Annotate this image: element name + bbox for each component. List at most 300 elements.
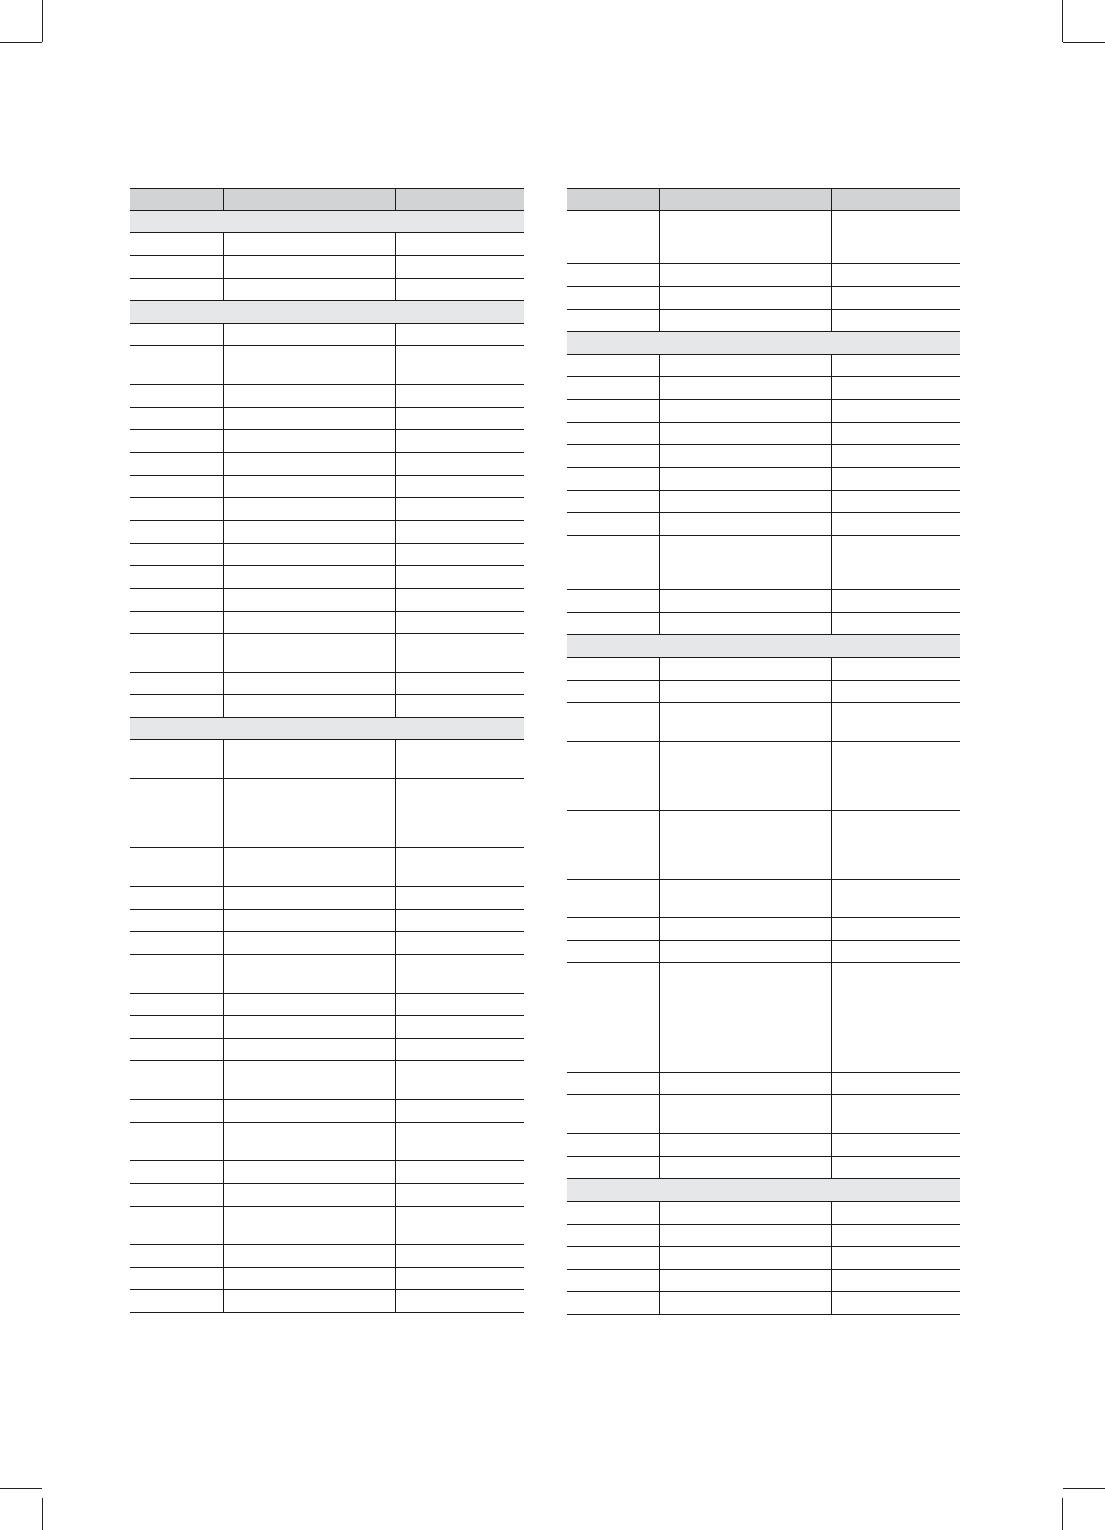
section-header-row (130, 211, 524, 233)
table-cell (659, 468, 831, 491)
table-cell (223, 612, 395, 634)
table-cell (223, 1161, 395, 1184)
section-header-row (567, 1179, 960, 1202)
table-cell (831, 264, 960, 287)
table-cell (223, 740, 395, 779)
table-row (130, 256, 524, 279)
table-cell (130, 634, 223, 673)
table-cell (831, 941, 960, 963)
table-row (567, 963, 960, 1073)
table-row (130, 910, 524, 932)
table-cell (567, 590, 659, 613)
table-cell (659, 1134, 831, 1157)
table-cell (130, 256, 223, 279)
table-row (130, 566, 524, 589)
table-row (130, 848, 524, 887)
table-row (567, 400, 960, 423)
table-row (567, 1292, 960, 1315)
table-cell (659, 491, 831, 513)
table-cell (130, 1207, 223, 1245)
section-header-cell (567, 635, 960, 658)
table-cell (567, 1134, 659, 1157)
table-cell (567, 941, 659, 963)
table-cell (831, 703, 960, 742)
table-row (130, 1184, 524, 1207)
table-cell (831, 445, 960, 468)
table-row (567, 377, 960, 400)
table-cell (130, 695, 223, 718)
table-row (130, 1290, 524, 1313)
table-row (567, 310, 960, 332)
table-cell (223, 279, 395, 301)
table-cell (223, 1184, 395, 1207)
table-cell (831, 355, 960, 377)
header-cell (659, 189, 831, 211)
table-cell (130, 498, 223, 521)
table-cell (223, 848, 395, 887)
table-cell (659, 355, 831, 377)
table-cell (831, 536, 960, 590)
table-cell (831, 310, 960, 332)
table-cell (567, 468, 659, 491)
table-cell (831, 963, 960, 1073)
table-row (567, 1270, 960, 1292)
table-cell (567, 445, 659, 468)
table-cell (395, 848, 524, 887)
table-cell (223, 1100, 395, 1123)
table-cell (567, 918, 659, 941)
table-cell (659, 287, 831, 310)
table-row (130, 932, 524, 955)
header-cell (395, 189, 524, 211)
table-cell (567, 355, 659, 377)
table-cell (130, 521, 223, 544)
table-cell (395, 994, 524, 1016)
table-cell (567, 1225, 659, 1247)
crop-mark-bottom-left-v (42, 1498, 43, 1530)
table-cell (130, 233, 223, 256)
table-cell (395, 1161, 524, 1184)
table-cell (831, 377, 960, 400)
table-cell (395, 955, 524, 994)
header-cell (130, 189, 223, 211)
table-row (130, 498, 524, 521)
table-cell (130, 324, 223, 346)
table-row (130, 1268, 524, 1290)
table-cell (130, 887, 223, 910)
table-cell (223, 634, 395, 673)
table-cell (395, 634, 524, 673)
table-cell (659, 1095, 831, 1134)
table-cell (831, 468, 960, 491)
table-cell (659, 1292, 831, 1315)
table-cell (223, 453, 395, 476)
table-row (130, 233, 524, 256)
table-cell (659, 445, 831, 468)
crop-mark-top-right-v (1062, 0, 1063, 42)
table-cell (659, 1073, 831, 1095)
table-row (130, 1039, 524, 1061)
table-cell (567, 1270, 659, 1292)
table-cell (567, 310, 659, 332)
table-cell (395, 673, 524, 695)
table-cell (130, 848, 223, 887)
table-cell (395, 385, 524, 408)
table-cell (223, 1016, 395, 1039)
table-cell (659, 1157, 831, 1179)
table-cell (831, 287, 960, 310)
table-row (567, 536, 960, 590)
table-cell (130, 453, 223, 476)
table-cell (831, 1247, 960, 1270)
table-cell (567, 1292, 659, 1315)
table-row (567, 918, 960, 941)
section-header-row (567, 332, 960, 355)
table-cell (395, 1039, 524, 1061)
table-cell (567, 400, 659, 423)
table-cell (223, 994, 395, 1016)
table-cell (831, 1134, 960, 1157)
table-cell (223, 1061, 395, 1100)
table-cell (395, 476, 524, 498)
table-cell (130, 910, 223, 932)
table-cell (567, 1073, 659, 1095)
table-cell (130, 955, 223, 994)
table-row (130, 453, 524, 476)
table-cell (130, 544, 223, 566)
table-cell (223, 408, 395, 430)
table-cell (395, 453, 524, 476)
table-cell (223, 544, 395, 566)
table-cell (659, 423, 831, 445)
table-cell (831, 681, 960, 703)
section-header-row (130, 301, 524, 324)
table-cell (659, 880, 831, 918)
table-cell (659, 400, 831, 423)
table-cell (831, 918, 960, 941)
table-cell (659, 513, 831, 536)
table-cell (395, 324, 524, 346)
section-header-row (567, 635, 960, 658)
table-cell (395, 498, 524, 521)
table-cell (130, 994, 223, 1016)
table-cell (223, 910, 395, 932)
table-cell (395, 1184, 524, 1207)
table-cell (567, 681, 659, 703)
left-table-body (130, 189, 524, 1313)
table-cell (659, 264, 831, 287)
table-row (567, 1073, 960, 1095)
table-cell (130, 1290, 223, 1313)
table-row (567, 287, 960, 310)
table-cell (567, 377, 659, 400)
table-cell (567, 1202, 659, 1225)
table-cell (395, 932, 524, 955)
table-cell (395, 1245, 524, 1268)
crop-mark-bottom-left-h (0, 1488, 42, 1489)
table-row (130, 279, 524, 301)
table-cell (223, 932, 395, 955)
table-cell (831, 513, 960, 536)
table-cell (130, 476, 223, 498)
right-table-body (567, 189, 960, 1315)
table-row (130, 1100, 524, 1123)
table-row (567, 703, 960, 742)
table-row (567, 811, 960, 880)
table-cell (567, 211, 659, 264)
table-cell (831, 1157, 960, 1179)
table-row (567, 211, 960, 264)
crop-mark-bottom-right-v (1062, 1498, 1063, 1530)
table-row (567, 941, 960, 963)
table-cell (395, 521, 524, 544)
header-cell (567, 189, 659, 211)
table-cell (567, 423, 659, 445)
table-cell (567, 536, 659, 590)
table-cell (130, 612, 223, 634)
table-row (567, 1202, 960, 1225)
table-cell (831, 1073, 960, 1095)
table-row (567, 1095, 960, 1134)
table-cell (395, 1268, 524, 1290)
table-cell (395, 544, 524, 566)
table-row (130, 1123, 524, 1161)
table-cell (395, 233, 524, 256)
table-cell (567, 1157, 659, 1179)
table-cell (395, 566, 524, 589)
table-cell (831, 613, 960, 635)
table-row (130, 1161, 524, 1184)
header-cell (223, 189, 395, 211)
table-cell (130, 779, 223, 848)
table-cell (567, 264, 659, 287)
table-cell (659, 918, 831, 941)
crop-mark-top-left-h (0, 42, 42, 43)
table-cell (831, 1225, 960, 1247)
table-row (130, 779, 524, 848)
table-cell (567, 513, 659, 536)
table-cell (395, 1207, 524, 1245)
table-cell (567, 811, 659, 880)
table-cell (130, 1268, 223, 1290)
section-header-cell (130, 718, 524, 740)
table-cell (395, 279, 524, 301)
table-cell (223, 233, 395, 256)
table-cell (567, 880, 659, 918)
section-header-cell (130, 211, 524, 233)
table-row (130, 1207, 524, 1245)
table-cell (130, 346, 223, 385)
table-cell (395, 695, 524, 718)
table-cell (831, 491, 960, 513)
table-cell (659, 377, 831, 400)
table-cell (567, 658, 659, 681)
crop-mark-top-right-h (1063, 42, 1105, 43)
table-row (130, 408, 524, 430)
table-row (130, 1016, 524, 1039)
table-row (567, 1134, 960, 1157)
right-table (567, 188, 960, 1315)
table-cell (130, 566, 223, 589)
table-row (567, 513, 960, 536)
table-cell (659, 941, 831, 963)
table-cell (659, 310, 831, 332)
table-cell (223, 1290, 395, 1313)
left-table (130, 188, 524, 1313)
table-cell (130, 1245, 223, 1268)
table-cell (395, 779, 524, 848)
table-cell (130, 408, 223, 430)
table-cell (130, 1061, 223, 1100)
table-row (130, 955, 524, 994)
table-cell (223, 955, 395, 994)
table-row (130, 589, 524, 612)
table-cell (130, 589, 223, 612)
table-cell (395, 1061, 524, 1100)
table-header-row (567, 189, 960, 211)
table-row (130, 1061, 524, 1100)
table-row (130, 346, 524, 385)
table-cell (831, 742, 960, 811)
table-cell (223, 430, 395, 453)
table-row (130, 385, 524, 408)
table-cell (130, 430, 223, 453)
table-cell (567, 963, 659, 1073)
table-cell (223, 779, 395, 848)
table-cell (395, 1290, 524, 1313)
table-row (130, 324, 524, 346)
table-cell (395, 1016, 524, 1039)
table-cell (831, 1270, 960, 1292)
table-cell (130, 932, 223, 955)
section-header-cell (130, 301, 524, 324)
table-cell (223, 256, 395, 279)
table-cell (130, 740, 223, 779)
table-cell (567, 287, 659, 310)
table-cell (659, 811, 831, 880)
table-cell (395, 887, 524, 910)
table-cell (395, 589, 524, 612)
table-cell (395, 612, 524, 634)
table-row (130, 544, 524, 566)
table-cell (130, 1184, 223, 1207)
table-row (567, 742, 960, 811)
table-cell (223, 589, 395, 612)
table-cell (659, 681, 831, 703)
table-cell (223, 695, 395, 718)
table-cell (223, 498, 395, 521)
table-cell (567, 1095, 659, 1134)
table-cell (659, 1202, 831, 1225)
table-cell (831, 658, 960, 681)
table-cell (395, 408, 524, 430)
table-cell (395, 1100, 524, 1123)
table-cell (223, 566, 395, 589)
table-cell (567, 613, 659, 635)
table-cell (223, 1245, 395, 1268)
table-row (567, 264, 960, 287)
table-cell (130, 385, 223, 408)
table-cell (395, 430, 524, 453)
table-row (130, 430, 524, 453)
table-cell (659, 703, 831, 742)
table-cell (395, 256, 524, 279)
table-cell (223, 673, 395, 695)
table-cell (395, 1123, 524, 1161)
table-row (130, 695, 524, 718)
table-row (567, 468, 960, 491)
table-cell (831, 1292, 960, 1315)
table-cell (831, 423, 960, 445)
table-cell (831, 211, 960, 264)
table-cell (223, 385, 395, 408)
header-cell (831, 189, 960, 211)
table-cell (659, 536, 831, 590)
table-cell (659, 1225, 831, 1247)
table-cell (223, 324, 395, 346)
table-cell (223, 346, 395, 385)
table-cell (223, 887, 395, 910)
table-cell (130, 1161, 223, 1184)
table-row (130, 634, 524, 673)
crop-mark-top-left-v (42, 0, 43, 42)
table-header-row (130, 189, 524, 211)
table-row (130, 521, 524, 544)
table-cell (395, 740, 524, 779)
table-cell (831, 1095, 960, 1134)
table-cell (130, 1100, 223, 1123)
table-row (567, 355, 960, 377)
table-cell (831, 590, 960, 613)
table-cell (223, 1207, 395, 1245)
table-cell (831, 811, 960, 880)
crop-mark-bottom-right-h (1063, 1488, 1105, 1489)
table-cell (659, 613, 831, 635)
table-cell (567, 703, 659, 742)
table-row (130, 887, 524, 910)
table-row (130, 673, 524, 695)
table-row (130, 994, 524, 1016)
table-cell (659, 1270, 831, 1292)
table-row (567, 658, 960, 681)
table-cell (659, 742, 831, 811)
table-cell (659, 658, 831, 681)
table-cell (567, 491, 659, 513)
table-cell (130, 1016, 223, 1039)
table-cell (831, 1202, 960, 1225)
table-row (567, 681, 960, 703)
table-cell (130, 673, 223, 695)
table-row (567, 1247, 960, 1270)
table-row (130, 1245, 524, 1268)
table-cell (223, 1268, 395, 1290)
table-row (567, 445, 960, 468)
table-row (567, 613, 960, 635)
table-row (130, 476, 524, 498)
table-cell (831, 400, 960, 423)
table-cell (567, 1247, 659, 1270)
table-row (567, 590, 960, 613)
table-row (130, 612, 524, 634)
table-cell (567, 742, 659, 811)
table-row (567, 491, 960, 513)
section-header-cell (567, 1179, 960, 1202)
table-cell (395, 910, 524, 932)
table-cell (130, 1039, 223, 1061)
table-row (567, 1157, 960, 1179)
table-cell (223, 1039, 395, 1061)
table-row (130, 740, 524, 779)
